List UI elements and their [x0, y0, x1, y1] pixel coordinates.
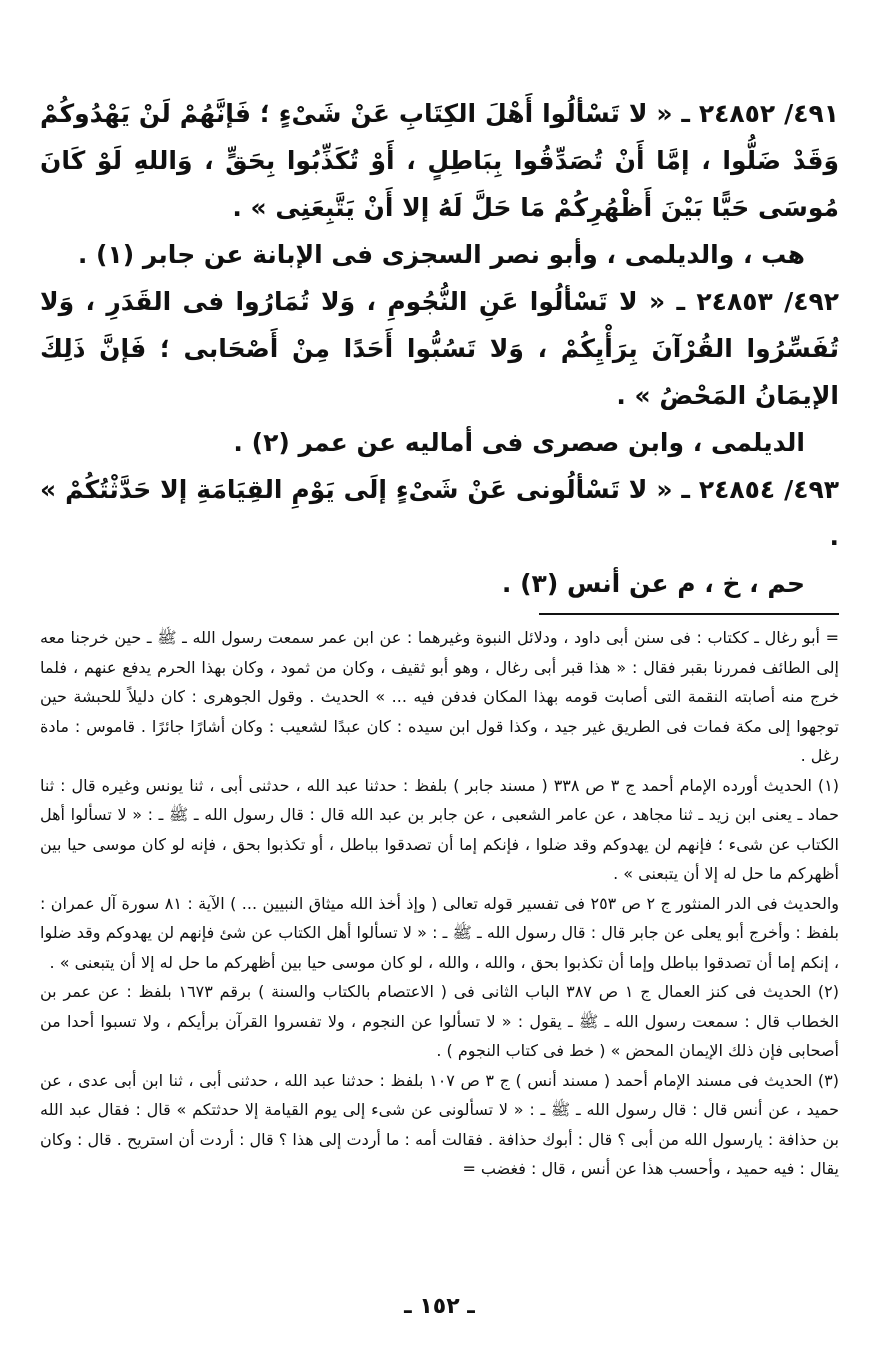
footnote-1: (١) الحديث أورده الإمام أحمد ج ٣ ص ٣٣٨ ( مسند جابر ) بلفظ : حدثنا عبد الله ، حدثنى أبى ، ثنا يونس وغيره قال : ثنا حماد ـ يعنى ابن زيد ـ ثنا مجاهد ، عن عامر الشعبى ، عن جابر بن عبد الله قال : قال رسول الله ـ ﷺ ـ : « لا تسألوا أهل الكتاب عن شىء ؛ فإنهم لن يهدوكم وقد ضلوا ، فإنكم إما أن تصدقوا بباطل ، أو تكذبوا بحق ، فإنه لو كان موسى حيا بين أظهركم ما حل له إلا أن يتبعنى » . [40, 775, 840, 883]
footnotes [40, 623, 839, 1184]
footnote-continuation: = أبو رغال ـ ككتاب : فى سنن أبى داود ، ودلائل النبوة وغيرهما : عن ابن عمر سمعت رسول الله ـ ﷺ ـ حين خرجنا معه إلى الطائف فمررنا بقبر فقال : « هذا قبر أبى رغال ، وهو أبو ثقيف ، وكان من ثمود ، وكان بهذا الحرم يدفع عنهم ، فلما خرج منه أصابته النقمة التى أصابت قومه بهذا المكان فدفن فيه ... » الحديث . وقول الجوهرى : كان دليلاً للحبشة حين توجهوا إلى مكة فمات فى الطريق غير جيد ، وكذا قول ابن سيده : كان عبدًا لشعيب : وكان أشارًا جائرًا . قاموس : مادة رغل . [40, 628, 839, 765]
footnote-3: (٣) الحديث فى مسند الإمام أحمد ( مسند أنس ) ج ٣ ص ١٠٧ بلفظ : حدثنا عبد الله ، حدثنى أبى ، ثنا ابن أبى عدى ، عن حميد ، عن أنس قال : قال رسول الله ـ ﷺ ـ : « لا تسألونى عن شىء إلى يوم القيامة إلا حدثتكم » قال : فقال عبد الله بن حذافة : يارسول الله من أبى ؟ قال : أبوك حذافة . فقالت أمه : ما أردت إلى هذا ؟ قال : أردت أن استريح . قال : وكان يقال : فيه حميد ، وأحسب هذا عن أنس ، قال : فغضب = [40, 1070, 840, 1178]
hadith-493: ٤٩٣/ ٢٤٨٥٤ ـ « لا تَسْألُونى عَنْ شَىْءٍ إلَى يَوْمِ القِيَامَةِ إلا حَدَّثْتُكُمْ » . [40, 475, 839, 551]
footnote-2: (٢) الحديث فى كنز العمال ج ١ ص ٣٨٧ الباب الثانى فى ( الاعتصام بالكتاب والسنة ) برقم ١٦٧٣ بلفظ : عن عمر بن الخطاب قال : سمعت رسول الله ـ ﷺ ـ يقول : « لا تسألوا عن النجوم ، ولا تفسروا القرآن برأيكم ، ولا تسبوا أحدا من أصحابى فإن ذلك الإيمان المحض » ( خط فى كتاب النجوم ) . [40, 982, 840, 1060]
source-492: الديلمى ، وابن صصرى فى أماليه عن عمر (٢) . [233, 428, 805, 457]
page-number: ـ ١٥٢ ـ [404, 1294, 475, 1319]
hadith-491: ٤٩١/ ٢٤٨٥٢ ـ « لا تَسْألُوا أَهْلَ الكِتَابِ عَنْ شَىْءٍ ؛ فَإنَّهُمْ لَنْ يَهْدُوكُمْ وَقَدْ ضَلُّوا ، إمَّا أَنْ تُصَدِّقُوا بِبَاطِلٍ ، أَوْ تُكَذِّبُوا بِحَقٍّ ، وَاللهِ لَوْ كَانَ مُوسَى حَيًّا بَيْنَ أَظْهُرِكُمْ مَا حَلَّ لَهُ إلا أَنْ يَتَّبِعَنِى » . [40, 99, 839, 222]
footnote-1-continued: والحديث فى الدر المنثور ج ٢ ص ٢٥٣ فى تفسير قوله تعالى ( وإذ أخذ الله ميثاق النبيين ... ) الآية : ٨١ سورة آل عمران : بلفظ : وأخرج أبو يعلى عن جابر قال : قال رسول الله ـ ﷺ ـ : « لا تسألوا أهل الكتاب عن شئ فإنهم لن يهدوكم وقد ضلوا ، إنكم إما أن تصدقوا بباطل وإما أن تكذبوا بحق ، والله ، والله ، لو كان موسى حيا بين أظهركم ما حل له إلا أن يتبعنى » . [40, 893, 840, 972]
main-text [40, 90, 839, 607]
hadith-492: ٤٩٢/ ٢٤٨٥٣ ـ « لا تَسْألُوا عَنِ النُّجُومِ ، وَلا تُمَارُوا فى القَدَرِ ، وَلا تُفَسِّرُوا القُرْآنَ بِرَأْيِكُمْ ، وَلا تَسُبُّوا أَحَدًا مِنْ أَصْحَابى ؛ فَإنَّ ذَلِكَ الإيمَانُ المَحْضُ » . [40, 287, 839, 410]
source-493: حم ، خ ، م عن أنس (٣) . [501, 569, 805, 598]
source-491: هب ، والديلمى ، وأبو نصر السجزى فى الإبانة عن جابر (١) . [77, 240, 805, 269]
footnote-divider [539, 613, 839, 615]
document-page [40, 90, 839, 1184]
